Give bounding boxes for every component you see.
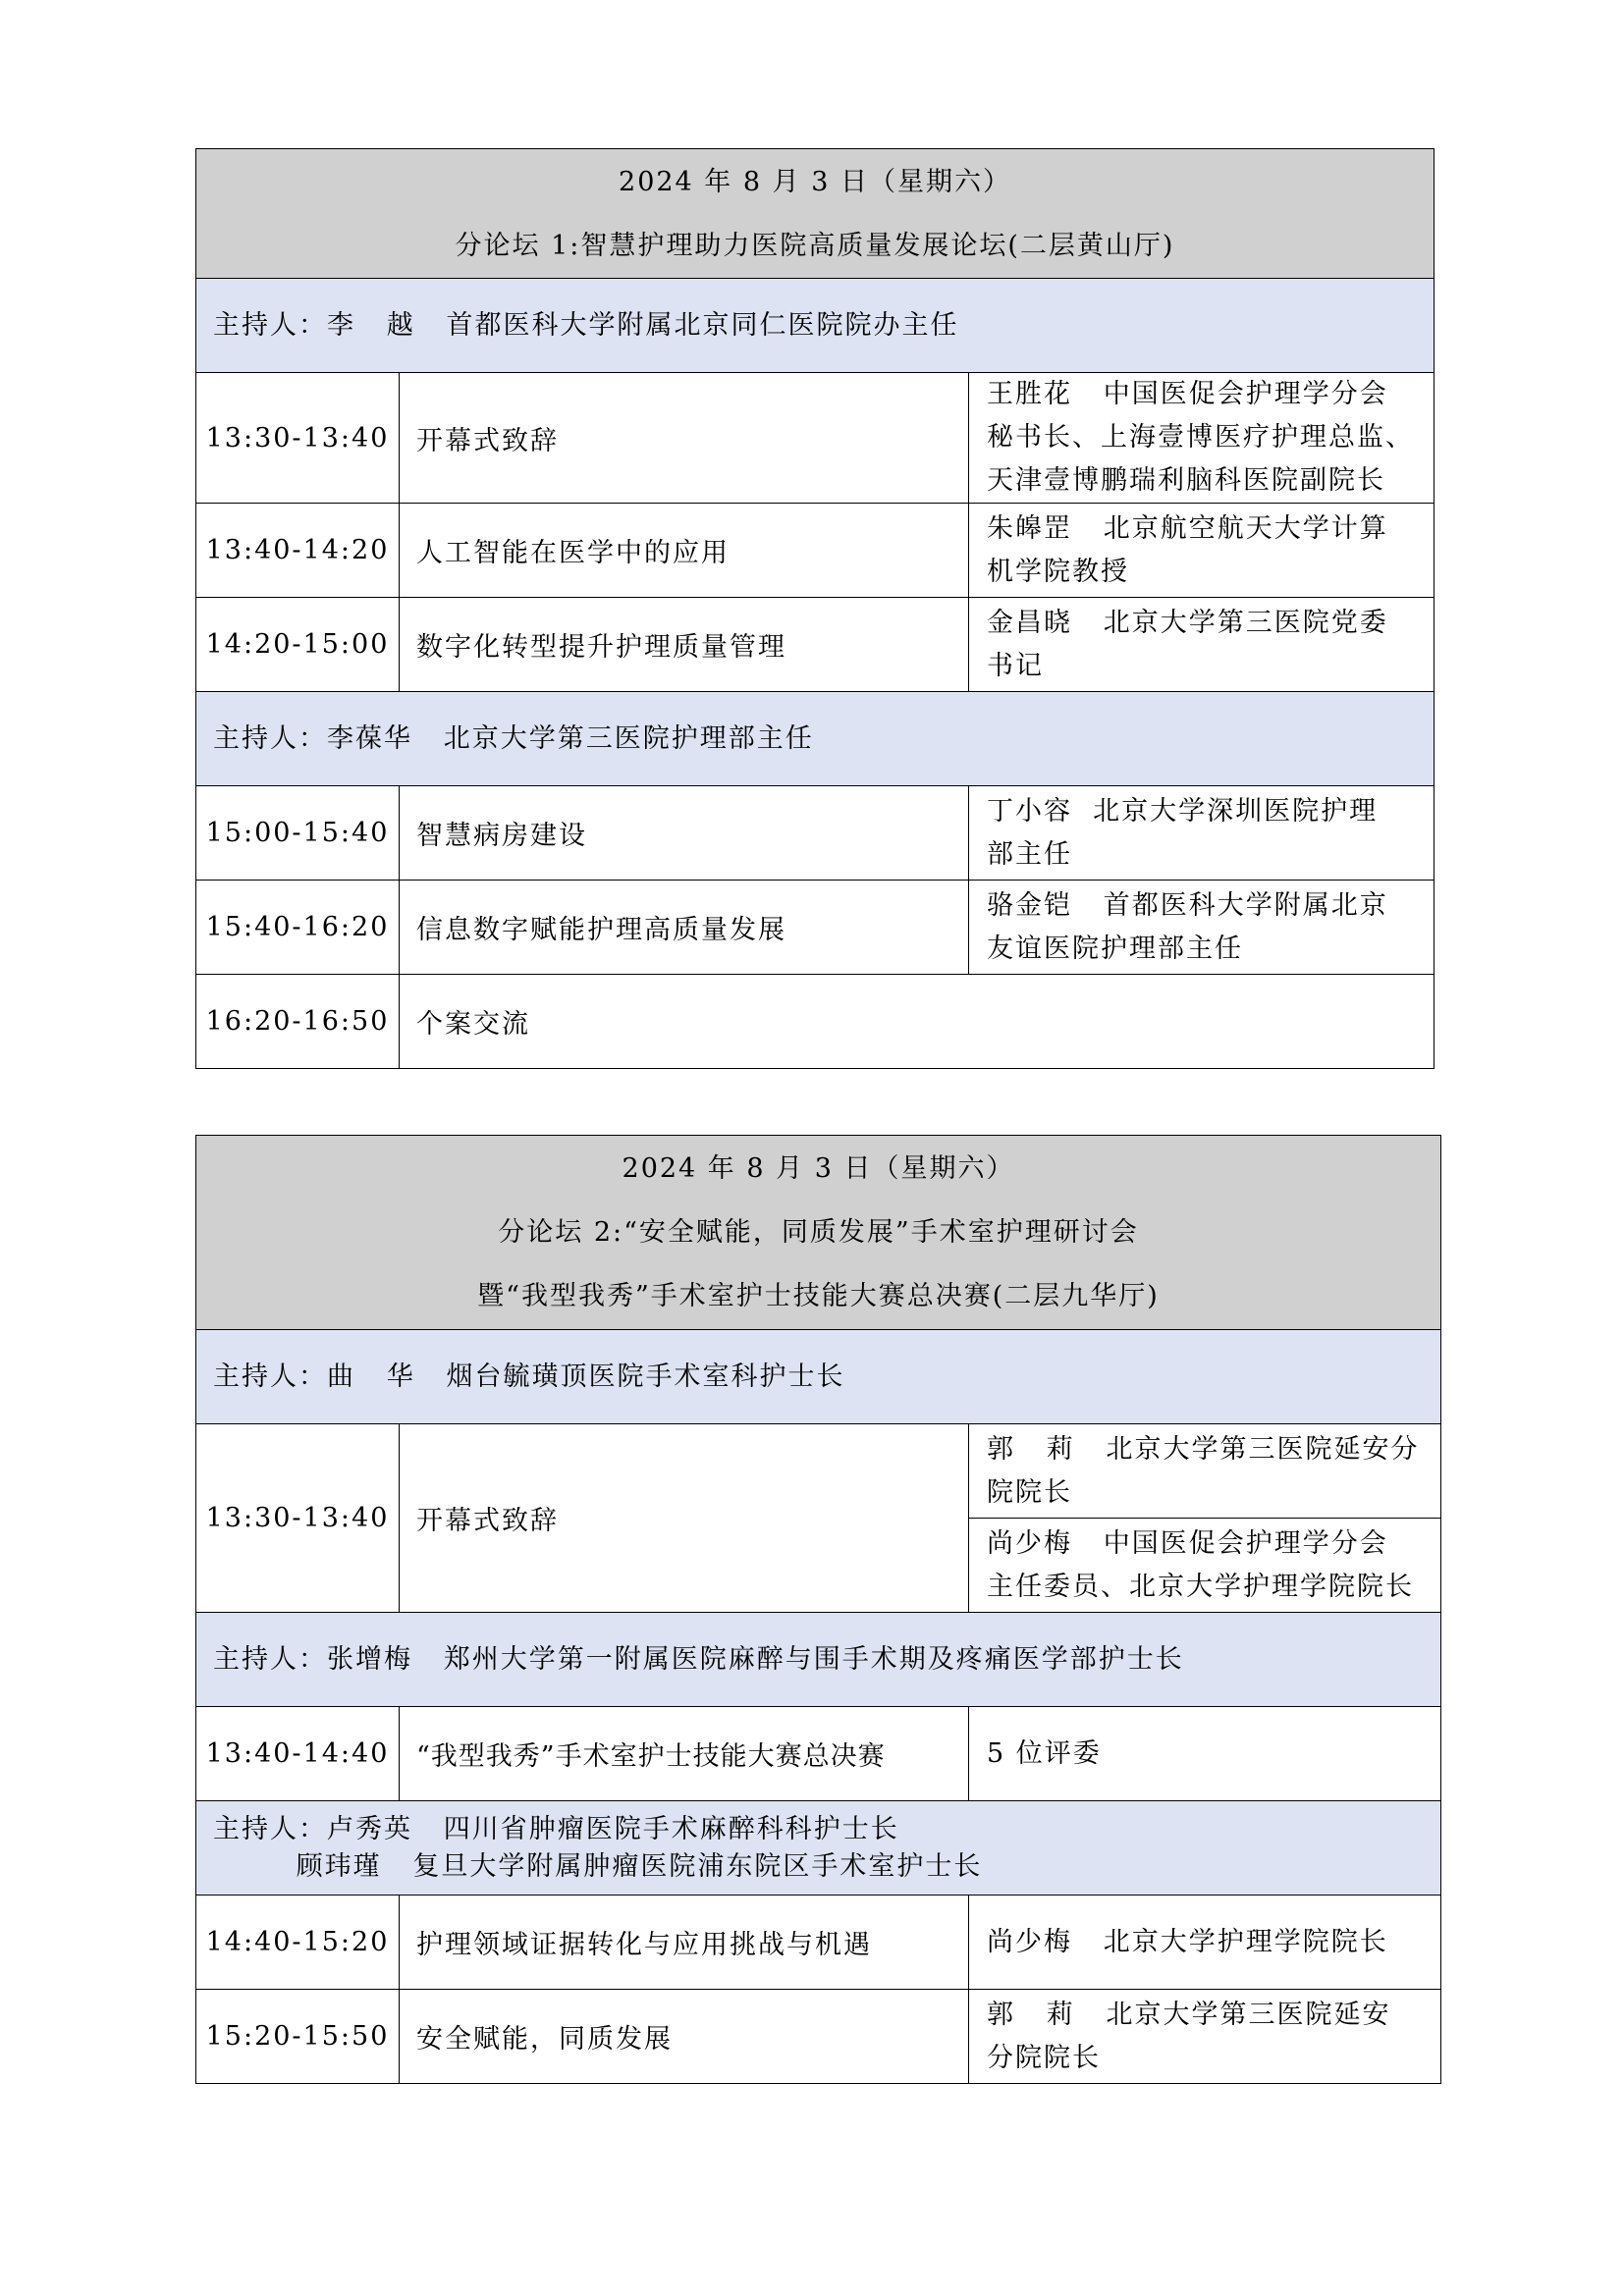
speaker-line: 书记 — [987, 650, 1044, 681]
time-cell: 15:20-15:50 — [196, 1990, 400, 2084]
topic-cell: 数字化转型提升护理质量管理 — [400, 598, 969, 692]
time-cell: 15:00-15:40 — [196, 786, 400, 881]
speaker-line: 金昌晓 北京大学第三医院党委 — [987, 607, 1388, 638]
forum-2-host-row — [196, 1613, 1441, 1707]
topic-cell: 开幕式致辞 — [400, 1424, 969, 1613]
forum-1-host-row — [196, 692, 1435, 786]
host-label: 主持人：李葆华 北京大学第三医院护理部主任 — [213, 722, 814, 754]
time-cell: 14:20-15:00 — [196, 598, 400, 692]
speaker-cell: 5 位评委 — [969, 1707, 1441, 1801]
speaker-line: 部主任 — [987, 838, 1072, 870]
time-cell: 16:20-16:50 — [196, 975, 400, 1069]
time-cell: 14:40-15:20 — [196, 1896, 400, 1990]
topic-cell: 信息数字赋能护理高质量发展 — [400, 881, 969, 975]
time-cell: 13:40-14:40 — [196, 1707, 400, 1801]
host-label: 主持人：李 越 首都医科大学附属北京同仁医院院办主任 — [213, 309, 959, 341]
forum-1-title: 分论坛 1:智慧护理助力医院高质量发展论坛(二层黄山厅) — [455, 230, 1175, 261]
speaker-cell — [969, 373, 1435, 504]
time-cell: 13:30-13:40 — [196, 1424, 400, 1613]
speaker-line: 郭 莉 北京大学第三医院延安分 — [987, 1433, 1420, 1465]
speaker-line: 机学院教授 — [987, 556, 1129, 587]
topic-cell: “我型我秀”手术室护士技能大赛总决赛 — [400, 1707, 969, 1801]
speaker-cell — [969, 1424, 1441, 1519]
speaker-cell — [969, 598, 1435, 692]
speaker-cell — [969, 1896, 1441, 1990]
speaker-line: 骆金铠 首都医科大学附属北京 — [987, 889, 1388, 921]
forum-2-header — [196, 1136, 1441, 1330]
speaker-line: 尚少梅 北京大学护理学院院长 — [987, 1926, 1388, 1957]
speaker-line: 王胜花 中国医促会护理学分会 — [987, 379, 1388, 409]
speaker-cell — [969, 1519, 1441, 1613]
time-cell: 13:30-13:40 — [196, 373, 400, 504]
forum-2-host-row — [196, 1330, 1441, 1424]
speaker-cell — [969, 881, 1435, 975]
speaker-cell — [969, 504, 1435, 598]
forum-1-header — [196, 149, 1435, 279]
speaker-cell — [969, 1990, 1441, 2084]
forum-2-schedule-table — [195, 1135, 1441, 2084]
topic-cell: 人工智能在医学中的应用 — [400, 504, 969, 598]
host-label: 主持人：曲 华 烟台毓璜顶医院手术室科护士长 — [213, 1361, 845, 1392]
time-cell: 15:40-16:20 — [196, 881, 400, 975]
speaker-line: 主任委员、北京大学护理学院院长 — [987, 1571, 1414, 1602]
forum-1-date: 2024 年 8 月 3 日（星期六） — [619, 166, 1011, 197]
forum-1-schedule-table — [195, 148, 1435, 1069]
forum-2-date: 2024 年 8 月 3 日（星期六） — [622, 1153, 1015, 1184]
speaker-line: 朱皞罡 北京航空航天大学计算 — [987, 512, 1388, 544]
speaker-line: 友谊医院护理部主任 — [987, 933, 1243, 964]
forum-2-subtitle: 暨“我型我秀”手术室护士技能大赛总决赛(二层九华厅) — [477, 1281, 1160, 1311]
topic-cell: 安全赋能，同质发展 — [400, 1990, 969, 2084]
host-label: 顾玮瑾 复旦大学附属肿瘤医院浦东院区手术室护士长 — [213, 1850, 983, 1882]
speaker-line: 丁小容 北京大学深圳医院护理 — [987, 795, 1379, 827]
speaker-line: 院院长 — [987, 1476, 1072, 1508]
forum-2-title: 分论坛 2:“安全赋能，同质发展”手术室护理研讨会 — [498, 1217, 1139, 1248]
speaker-cell — [969, 786, 1435, 881]
forum-1-host-row — [196, 279, 1435, 373]
topic-cell: 智慧病房建设 — [400, 786, 969, 881]
host-label: 主持人：卢秀英 四川省肿瘤医院手术麻醉科科护士长 — [213, 1813, 899, 1844]
speaker-line: 尚少梅 中国医促会护理学分会 — [987, 1527, 1388, 1559]
speaker-line: 秘书长、上海壹博医疗护理总监、 — [987, 422, 1414, 453]
time-cell: 13:40-14:20 — [196, 504, 400, 598]
topic-cell: 个案交流 — [400, 975, 1435, 1069]
topic-cell: 开幕式致辞 — [400, 373, 969, 504]
topic-cell: 护理领域证据转化与应用挑战与机遇 — [400, 1896, 969, 1990]
host-label: 主持人：张增梅 郑州大学第一附属医院麻醉与围手术期及疼痛医学部护士长 — [213, 1643, 1184, 1675]
speaker-line: 分院院长 — [987, 2042, 1101, 2073]
forum-2-host-row — [196, 1801, 1441, 1896]
speaker-line: 天津壹博鹏瑞利脑科医院副院长 — [987, 465, 1385, 496]
speaker-line: 郭 莉 北京大学第三医院延安 — [987, 1999, 1391, 2030]
